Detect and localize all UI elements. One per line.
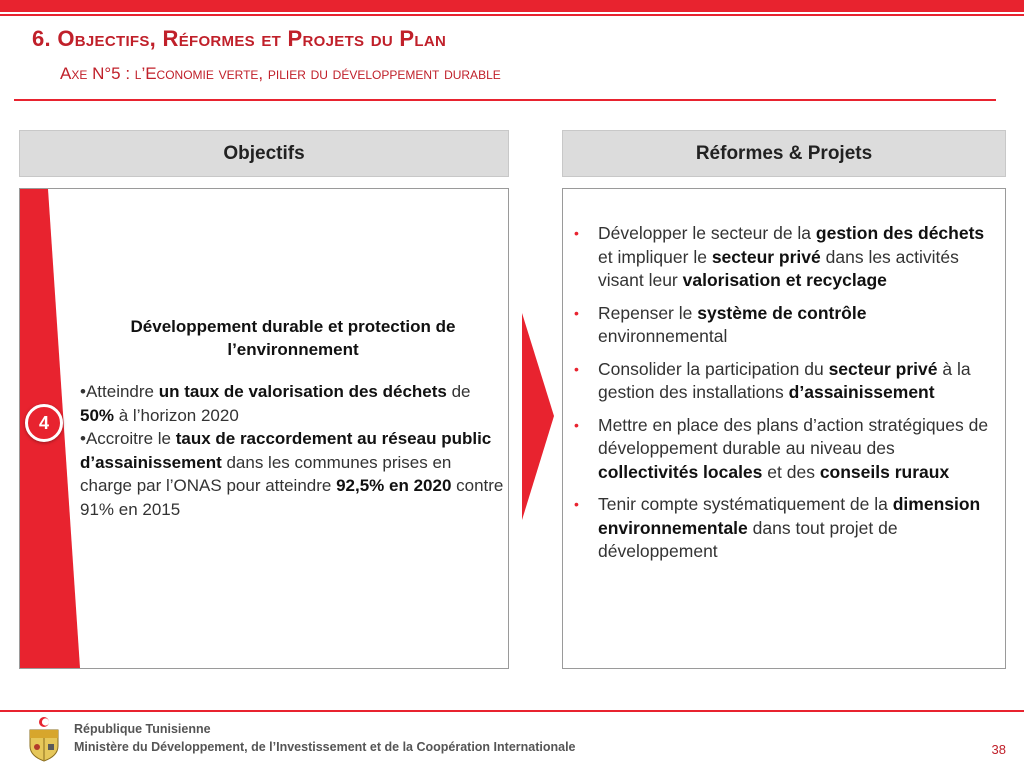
objectifs-header: Objectifs [19,130,509,177]
title-divider [14,99,996,101]
page-subtitle: Axe N°5 : l’Economie verte, pilier du développement durable [60,64,501,83]
footer-divider [0,710,1024,712]
top-red-line [0,14,1024,16]
objective-bullets [80,380,506,521]
footer-ministry: Ministère du Développement, de l’Investissement et de la Coopération Internationale [74,740,576,754]
tunisia-emblem-icon [24,716,64,762]
bullet-icon: • [574,496,579,512]
bullet-icon: • [574,416,579,433]
objective-number-badge: 4 [25,404,63,442]
bullet-icon: • [574,304,579,321]
reform-item: • Tenir compte systématiquement de la dimension environnementale dans tout projet de développement [574,494,981,561]
reformes-header: Réformes & Projets [562,130,1006,177]
bullet-icon: • [574,360,579,377]
objective-title: Développement durable et protection de l’environnement [130,317,456,359]
reform-item: • Mettre en place des plans d’action stratégiques de développement durable au niveau des collectivités locales et des conseils ruraux [574,414,989,482]
page-title: 6. Objectifs, Réformes et Projets du Plan [32,26,447,51]
top-red-bar [0,0,1024,12]
reformes-list [572,222,998,573]
page-number: 38 [991,742,1006,757]
bullet-icon: • [574,225,579,241]
reform-item: • Repenser le système de contrôle environnemental [574,302,867,346]
reform-item: • Développer le secteur de la gestion des déchets et impliquer le secteur privé dans les activités visant leur valorisation et recyclage [574,223,985,290]
footer-country: République Tunisienne [74,722,211,736]
reform-item: • Consolider la participation du secteur privé à la gestion des installations d’assainissement [574,358,971,402]
objective-bullet: •Accroitre le taux de raccordement au réseau public d’assainissement dans les communes prises en charge par l’ONAS pour atteindre 92,5% en 2020 contre 91% en 2015 [80,429,504,519]
objective-bullet: •Atteindre un taux de valorisation des déchets de 50% à l’horizon 2020 [80,382,471,425]
chevron-arrow-icon [522,313,554,520]
